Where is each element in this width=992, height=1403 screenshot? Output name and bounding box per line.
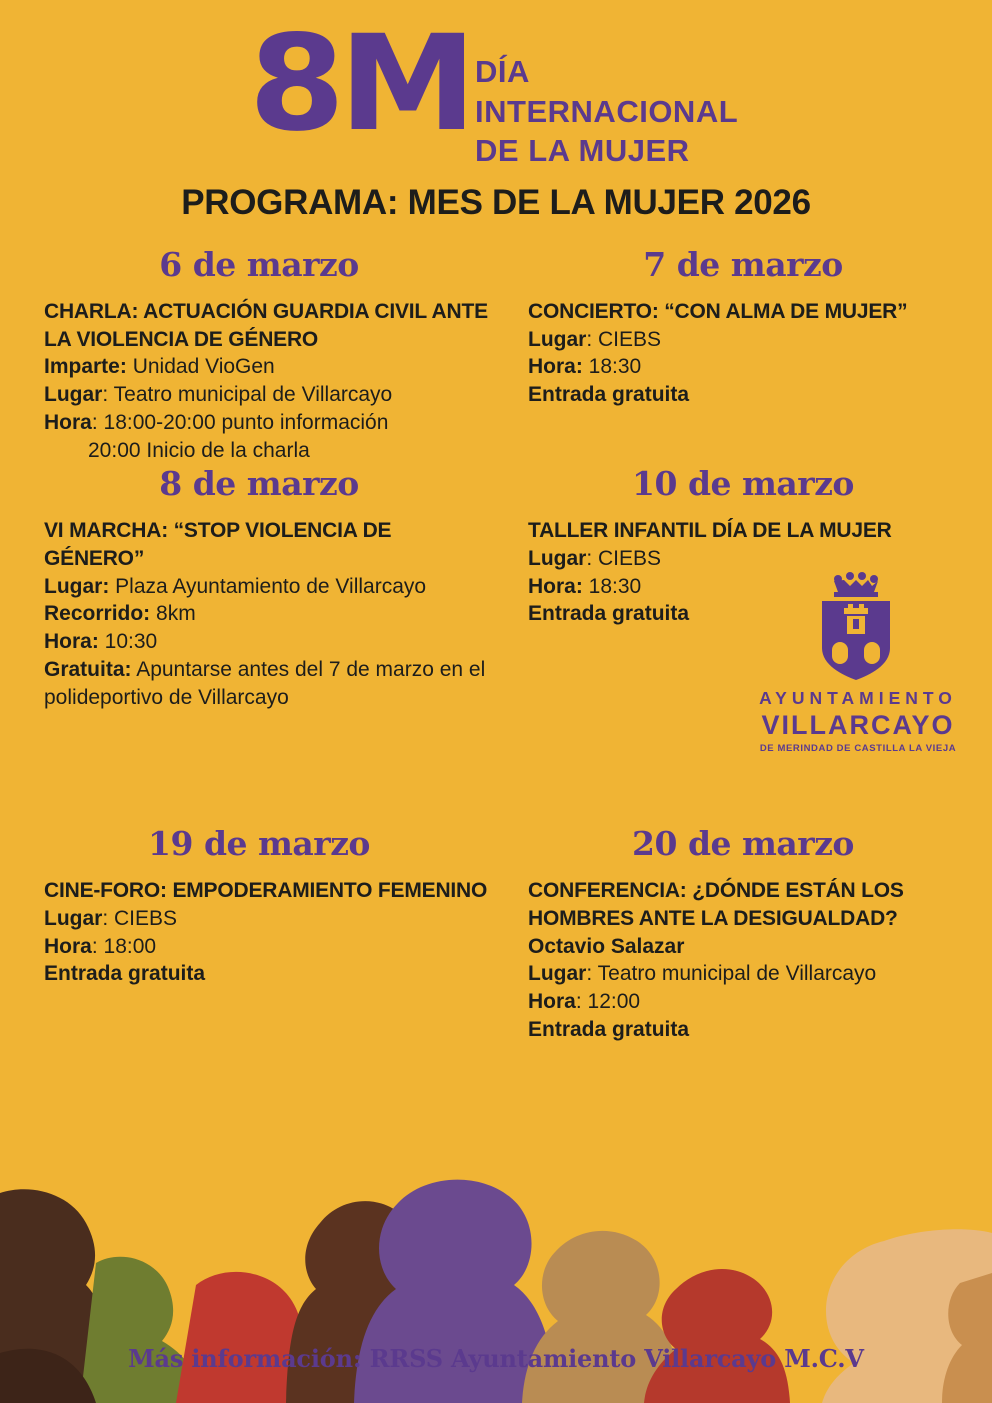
event-line-label: Entrada gratuita [44, 962, 206, 986]
event-line-value: : 18:00 [91, 934, 157, 958]
event-line [44, 409, 488, 437]
event-line-value: : Teatro municipal de Villarcayo [586, 962, 877, 986]
event-line [528, 545, 972, 573]
event-title: CINE-FORO: EMPODERAMIENTO FEMENINO [44, 879, 488, 903]
event-line-value: 8km [150, 602, 196, 626]
event-line-value: : 18:00-20:00 punto información [91, 410, 389, 434]
event-line [44, 960, 488, 988]
footer-info: Más información: RRSS Ayuntamiento Villarcayo M.C.V [128, 1344, 864, 1373]
event-line [528, 326, 972, 354]
event-date: 8 de marzo [159, 464, 359, 504]
event-line [528, 1016, 972, 1044]
event-line-label: Entrada gratuita [528, 602, 690, 626]
event-line-label: Hora: [528, 574, 583, 598]
event-card-19-marzo [22, 824, 496, 1043]
crest-line-3: DE MERINDAD DE CASTILLA LA VIEJA [759, 743, 957, 755]
event-date: 6 de marzo [159, 245, 359, 285]
event-line-value: : CIEBS [586, 547, 662, 571]
event-line [528, 381, 972, 409]
logo-subtitle [475, 24, 738, 171]
event-date: 10 de marzo [632, 464, 854, 504]
event-line-label: Hora [44, 934, 92, 958]
crest-line-2: VILLARCAYO [761, 710, 955, 741]
event-line-value: : CIEBS [102, 907, 178, 931]
event-line [44, 933, 488, 961]
event-line [44, 600, 488, 628]
logo-subtitle-line-1: DÍA [475, 54, 530, 89]
event-card-20-marzo [506, 824, 980, 1043]
event-title: CONFERENCIA: ¿DÓNDE ESTÁN LOS HOMBRES ANTE LA DESIGUALDAD? [528, 879, 904, 931]
event-line [44, 628, 488, 656]
event-line-label: Lugar [528, 547, 587, 571]
event-date: 7 de marzo [643, 245, 843, 285]
event-line-label: Entrada gratuita [528, 383, 690, 407]
event-line [528, 988, 972, 1016]
program-grid [0, 245, 992, 1044]
event-title: CONCIERTO: “CON ALMA DE MUJER” [528, 300, 908, 324]
event-card-7-marzo [506, 245, 980, 464]
page-title: PROGRAMA: MES DE LA MUJER 2026 [181, 183, 811, 223]
crest-line-1: AYUNTAMIENTO [759, 688, 957, 709]
event-body [506, 877, 980, 1043]
event-line: 20:00 Inicio de la charla [88, 438, 310, 462]
event-line-value: : CIEBS [586, 327, 662, 351]
event-card-6-marzo [22, 245, 496, 464]
event-line-label: Gratuita: [44, 657, 132, 681]
event-line-label: Lugar [44, 907, 103, 931]
event-line [528, 353, 972, 381]
logo-row [0, 7, 992, 171]
event-line-value: Apuntarse antes del 7 de marzo en el polideportivo de Villarcayo [44, 657, 486, 709]
event-line-label: Lugar: [44, 574, 110, 598]
shield-icon [810, 572, 906, 682]
event-line-value: 18:30 [582, 574, 642, 598]
event-line-value: 18:30 [582, 355, 642, 379]
event-date: 19 de marzo [148, 824, 370, 864]
logo-subtitle-line-2: INTERNACIONAL [475, 93, 739, 129]
event-line [44, 905, 488, 933]
poster-header [0, 0, 992, 223]
event-line-label: Lugar [528, 962, 587, 986]
event-body [22, 517, 496, 711]
event-line [528, 960, 972, 988]
event-body [22, 298, 496, 464]
event-line-label: Recorrido: [44, 602, 151, 626]
event-line-label: Lugar [44, 383, 103, 407]
event-line-label: Hora: [44, 630, 99, 654]
event-line [44, 573, 488, 601]
event-line-label: Hora [44, 410, 92, 434]
event-line-label: Octavio Salazar [528, 934, 685, 958]
event-line-label: Entrada gratuita [528, 1017, 690, 1041]
event-title: TALLER INFANTIL DÍA DE LA MUJER [528, 519, 892, 543]
event-line [44, 656, 488, 711]
event-line-label: Lugar [528, 327, 587, 351]
event-card-8-marzo [22, 464, 496, 824]
event-line-label: Imparte: [44, 355, 127, 379]
event-line-value: : 12:00 [575, 990, 641, 1014]
event-line-value: : Teatro municipal de Villarcayo [102, 383, 393, 407]
event-line-label: Hora [528, 990, 576, 1014]
event-line [528, 933, 972, 961]
event-line [44, 353, 488, 381]
event-title: CHARLA: ACTUACIÓN GUARDIA CIVIL ANTE LA VIOLENCIA DE GÉNERO [44, 300, 488, 351]
event-title: VI MARCHA: “STOP VIOLENCIA DE GÉNERO” [44, 519, 392, 571]
event-line [44, 381, 488, 409]
event-line-value: Unidad VioGen [126, 355, 275, 379]
logo-8m: 8M [248, 7, 471, 161]
event-line-label: Hora: [528, 355, 583, 379]
villarcayo-crest [758, 572, 958, 754]
event-body [506, 298, 980, 409]
event-line-value: 10:30 [98, 630, 158, 654]
logo-subtitle-line-3: DE LA MUJER [475, 133, 690, 169]
event-body [22, 877, 496, 988]
event-date: 20 de marzo [632, 824, 854, 864]
event-card-10-marzo [506, 464, 980, 824]
event-line-value: Plaza Ayuntamiento de Villarcayo [109, 574, 427, 598]
